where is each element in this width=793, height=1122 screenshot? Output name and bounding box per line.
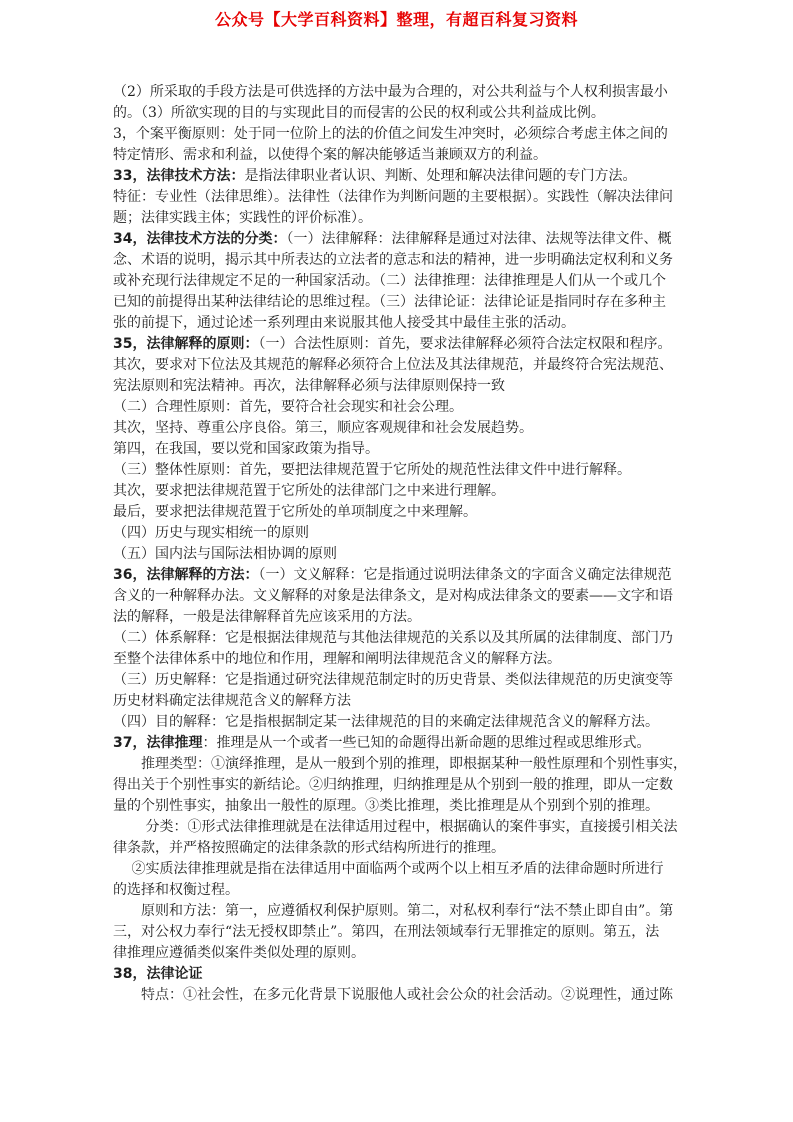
- line-text: （二）体系解释：它是根据法律规范与其他法律规范的关系以及其所属的法律制度、部门乃: [113, 630, 673, 646]
- text-line-22: [113, 523, 688, 544]
- line-text: 得出关于个别性事实的新结论。②归纳推理，归纳推理是从个别到一般的推理，即从一定数: [113, 777, 673, 793]
- line-text: ②实质法律推理就是指在法律适用中面临两个或两个以上相互矛盾的法律命题时所进行: [113, 861, 664, 877]
- text-line-28: [113, 649, 688, 670]
- line-text: 3，个案平衡原则：处于同一位阶上的法的价值之间发生冲突时，必须综合考虑主体之间的: [113, 126, 668, 142]
- line-text: 原则和方法：第一，应遵循权利保护原则。第二，对私权利奉行“法不禁止即自由”。第: [113, 903, 674, 919]
- line-text: 分类：①形式法律推理就是在法律适用过程中，根据确认的案件事实，直接援引相关法: [113, 819, 678, 835]
- line-text: 其次，要求对下位法及其规范的解释必须符合上位法及其法律规范，并最终符合宪法规范、: [113, 357, 673, 373]
- line-text: （三）整体性原则：首先，要把法律规范置于它所处的规范性法律文件中进行解释。: [113, 462, 631, 478]
- text-line-44: [113, 985, 688, 1006]
- bold-heading: 38，法律论证: [113, 966, 203, 982]
- text-line-33: [113, 754, 688, 775]
- text-line-37: [113, 838, 688, 859]
- line-text: 特点：①社会性，在多元化背景下说服他人或社会公众的社会活动。②说理性，通过陈: [113, 987, 673, 1003]
- text-line-13: [113, 334, 688, 355]
- text-line-9: [113, 250, 688, 271]
- line-text: 的选择和权衡过程。: [113, 882, 239, 898]
- line-text: （三）历史解释：它是指通过研究法律规范制定时的历史背景、类似法律规范的历史演变等: [113, 672, 673, 688]
- text-line-19: [113, 460, 688, 481]
- text-line-25: [113, 586, 688, 607]
- text-line-21: [113, 502, 688, 523]
- text-line-10: [113, 271, 688, 292]
- line-text: 法的解释，一般是法律解释首先应该采用的方法。: [113, 609, 421, 625]
- text-line-27: [113, 628, 688, 649]
- text-line-14: [113, 355, 688, 376]
- text-line-6: [113, 187, 688, 208]
- bold-heading: 37，法律推理: [113, 735, 203, 751]
- line-text: （四）历史与现实相统一的原则: [113, 525, 309, 541]
- line-text: 或补充现行法律规定不足的一种国家活动。（二）法律推理：法律推理是人们从一个或几个: [113, 273, 666, 289]
- text-line-24: [113, 565, 688, 586]
- line-text: 念、术语的说明，揭示其中所表达的立法者的意志和法的精神，进一步明确法定权利和义务: [113, 252, 673, 268]
- text-line-40: [113, 901, 688, 922]
- line-text: （一）法律解释：法律解释是通过对法律、法规等法律文件、概: [286, 231, 672, 247]
- text-line-32: [113, 733, 688, 754]
- text-line-3: [113, 124, 688, 145]
- bold-heading: 33，法律技术方法：: [113, 168, 245, 184]
- line-text: 题；法律实践主体；实践性的评价标准）。: [113, 210, 372, 226]
- text-line-38: [113, 859, 688, 880]
- text-line-7: [113, 208, 688, 229]
- line-text: 第四，在我国，要以党和国家政策为指导。: [113, 441, 379, 457]
- text-line-29: [113, 670, 688, 691]
- text-line-18: [113, 439, 688, 460]
- line-text: （一）文义解释：它是指通过说明法律条文的字面含义确定法律规范: [258, 567, 672, 583]
- text-line-4: [113, 145, 688, 166]
- text-line-42: [113, 943, 688, 964]
- line-text: 已知的前提得出某种法律结论的思维过程。（三）法律论证：法律论证是指同时存在多种主: [113, 294, 666, 310]
- line-text: 其次，坚持、尊重公序良俗。第三，顺应客观规律和社会发展趋势。: [113, 420, 533, 436]
- text-line-16: [113, 397, 688, 418]
- line-text: 历史材料确定法律规范含义的解释方法: [113, 693, 351, 709]
- text-line-15: [113, 376, 688, 397]
- line-text: ：推理是从一个或者一些已知的命题得出新命题的思维过程或思维形式。: [202, 735, 651, 751]
- text-line-1: [113, 82, 688, 103]
- page-header-watermark: 公众号【大学百科资料】整理，有超百科复习资料: [214, 10, 578, 29]
- line-text: 推理类型：①演绎推理，是从一般到个别的推理，即根据某种一般性原理和个别性事实，: [113, 756, 687, 772]
- line-text: 其次，要求把法律规范置于它所处的法律部门之中来进行理解。: [113, 483, 505, 499]
- text-line-34: [113, 775, 688, 796]
- bold-heading: 35，法律解释的原则：: [113, 336, 259, 352]
- text-line-39: [113, 880, 688, 901]
- line-text: 律推理应遵循类似案件类似处理的原则。: [113, 945, 365, 961]
- line-text: 三，对公权力奉行“法无授权即禁止”。第四，在刑法领域奉行无罪推定的原则。第五，法: [113, 924, 660, 940]
- line-text: 张的前提下，通过论述一系列理由来说服其他人接受其中最佳主张的活动。: [113, 315, 575, 331]
- line-text: 律条款，并严格按照确定的法律条款的形式结构所进行的推理。: [113, 840, 505, 856]
- text-line-2: [113, 103, 688, 124]
- line-text: （五）国内法与国际法相协调的原则: [113, 546, 337, 562]
- bold-heading: 34，法律技术方法的分类：: [113, 231, 287, 247]
- bold-heading: 36，法律解释的方法：: [113, 567, 259, 583]
- line-text: （四）目的解释：它是指根据制定某一法律规范的目的来确定法律规范含义的解释方法。: [113, 714, 659, 730]
- line-text: 特定情形、需求和利益，以使得个案的解决能够适当兼顾双方的利益。: [113, 147, 547, 163]
- line-text: （一）合法性原则：首先，要求法律解释必须符合法定权限和程序。: [258, 336, 672, 352]
- text-line-35: [113, 796, 688, 817]
- text-line-30: [113, 691, 688, 712]
- text-line-23: [113, 544, 688, 565]
- text-line-26: [113, 607, 688, 628]
- text-line-11: [113, 292, 688, 313]
- line-text: （二）合理性原则：首先，要符合社会现实和社会公理。: [113, 399, 463, 415]
- text-line-36: [113, 817, 688, 838]
- text-line-12: [113, 313, 688, 334]
- line-text: 宪法原则和宪法精神。再次，法律解释必须与法律原则保持一致: [113, 378, 505, 394]
- text-line-20: [113, 481, 688, 502]
- text-line-17: [113, 418, 688, 439]
- line-text: 最后，要求把法律规范置于它所处的单项制度之中来理解。: [113, 504, 477, 520]
- text-line-43: [113, 964, 688, 985]
- line-text: 的。（3）所欲实现的目的与实现此目的而侵害的公民的权利或公共利益成比例。: [113, 105, 605, 121]
- document-body: [113, 82, 688, 1006]
- text-line-31: [113, 712, 688, 733]
- line-text: 量的个别性事实，抽象出一般性的原理。③类比推理，类比推理是从个别到个别的推理。: [113, 798, 659, 814]
- text-line-41: [113, 922, 688, 943]
- text-line-8: [113, 229, 688, 250]
- line-text: （2）所采取的手段方法是可供选择的方法中最为合理的，对公共利益与个人权利损害最小: [113, 84, 668, 100]
- line-text: 是指法律职业者认识、判断、处理和解决法律问题的专门方法。: [244, 168, 637, 184]
- line-text: 含义的一种解释办法。文义解释的对象是法律条文，是对构成法律条文的要素——文字和语: [113, 588, 673, 604]
- line-text: 至整个法律体系中的地位和作用，理解和阐明法律规范含义的解释方法。: [113, 651, 561, 667]
- text-line-5: [113, 166, 688, 187]
- line-text: 特征：专业性（法律思维）。法律性（法律作为判断问题的主要根据）。实践性（解决法律问: [113, 189, 673, 205]
